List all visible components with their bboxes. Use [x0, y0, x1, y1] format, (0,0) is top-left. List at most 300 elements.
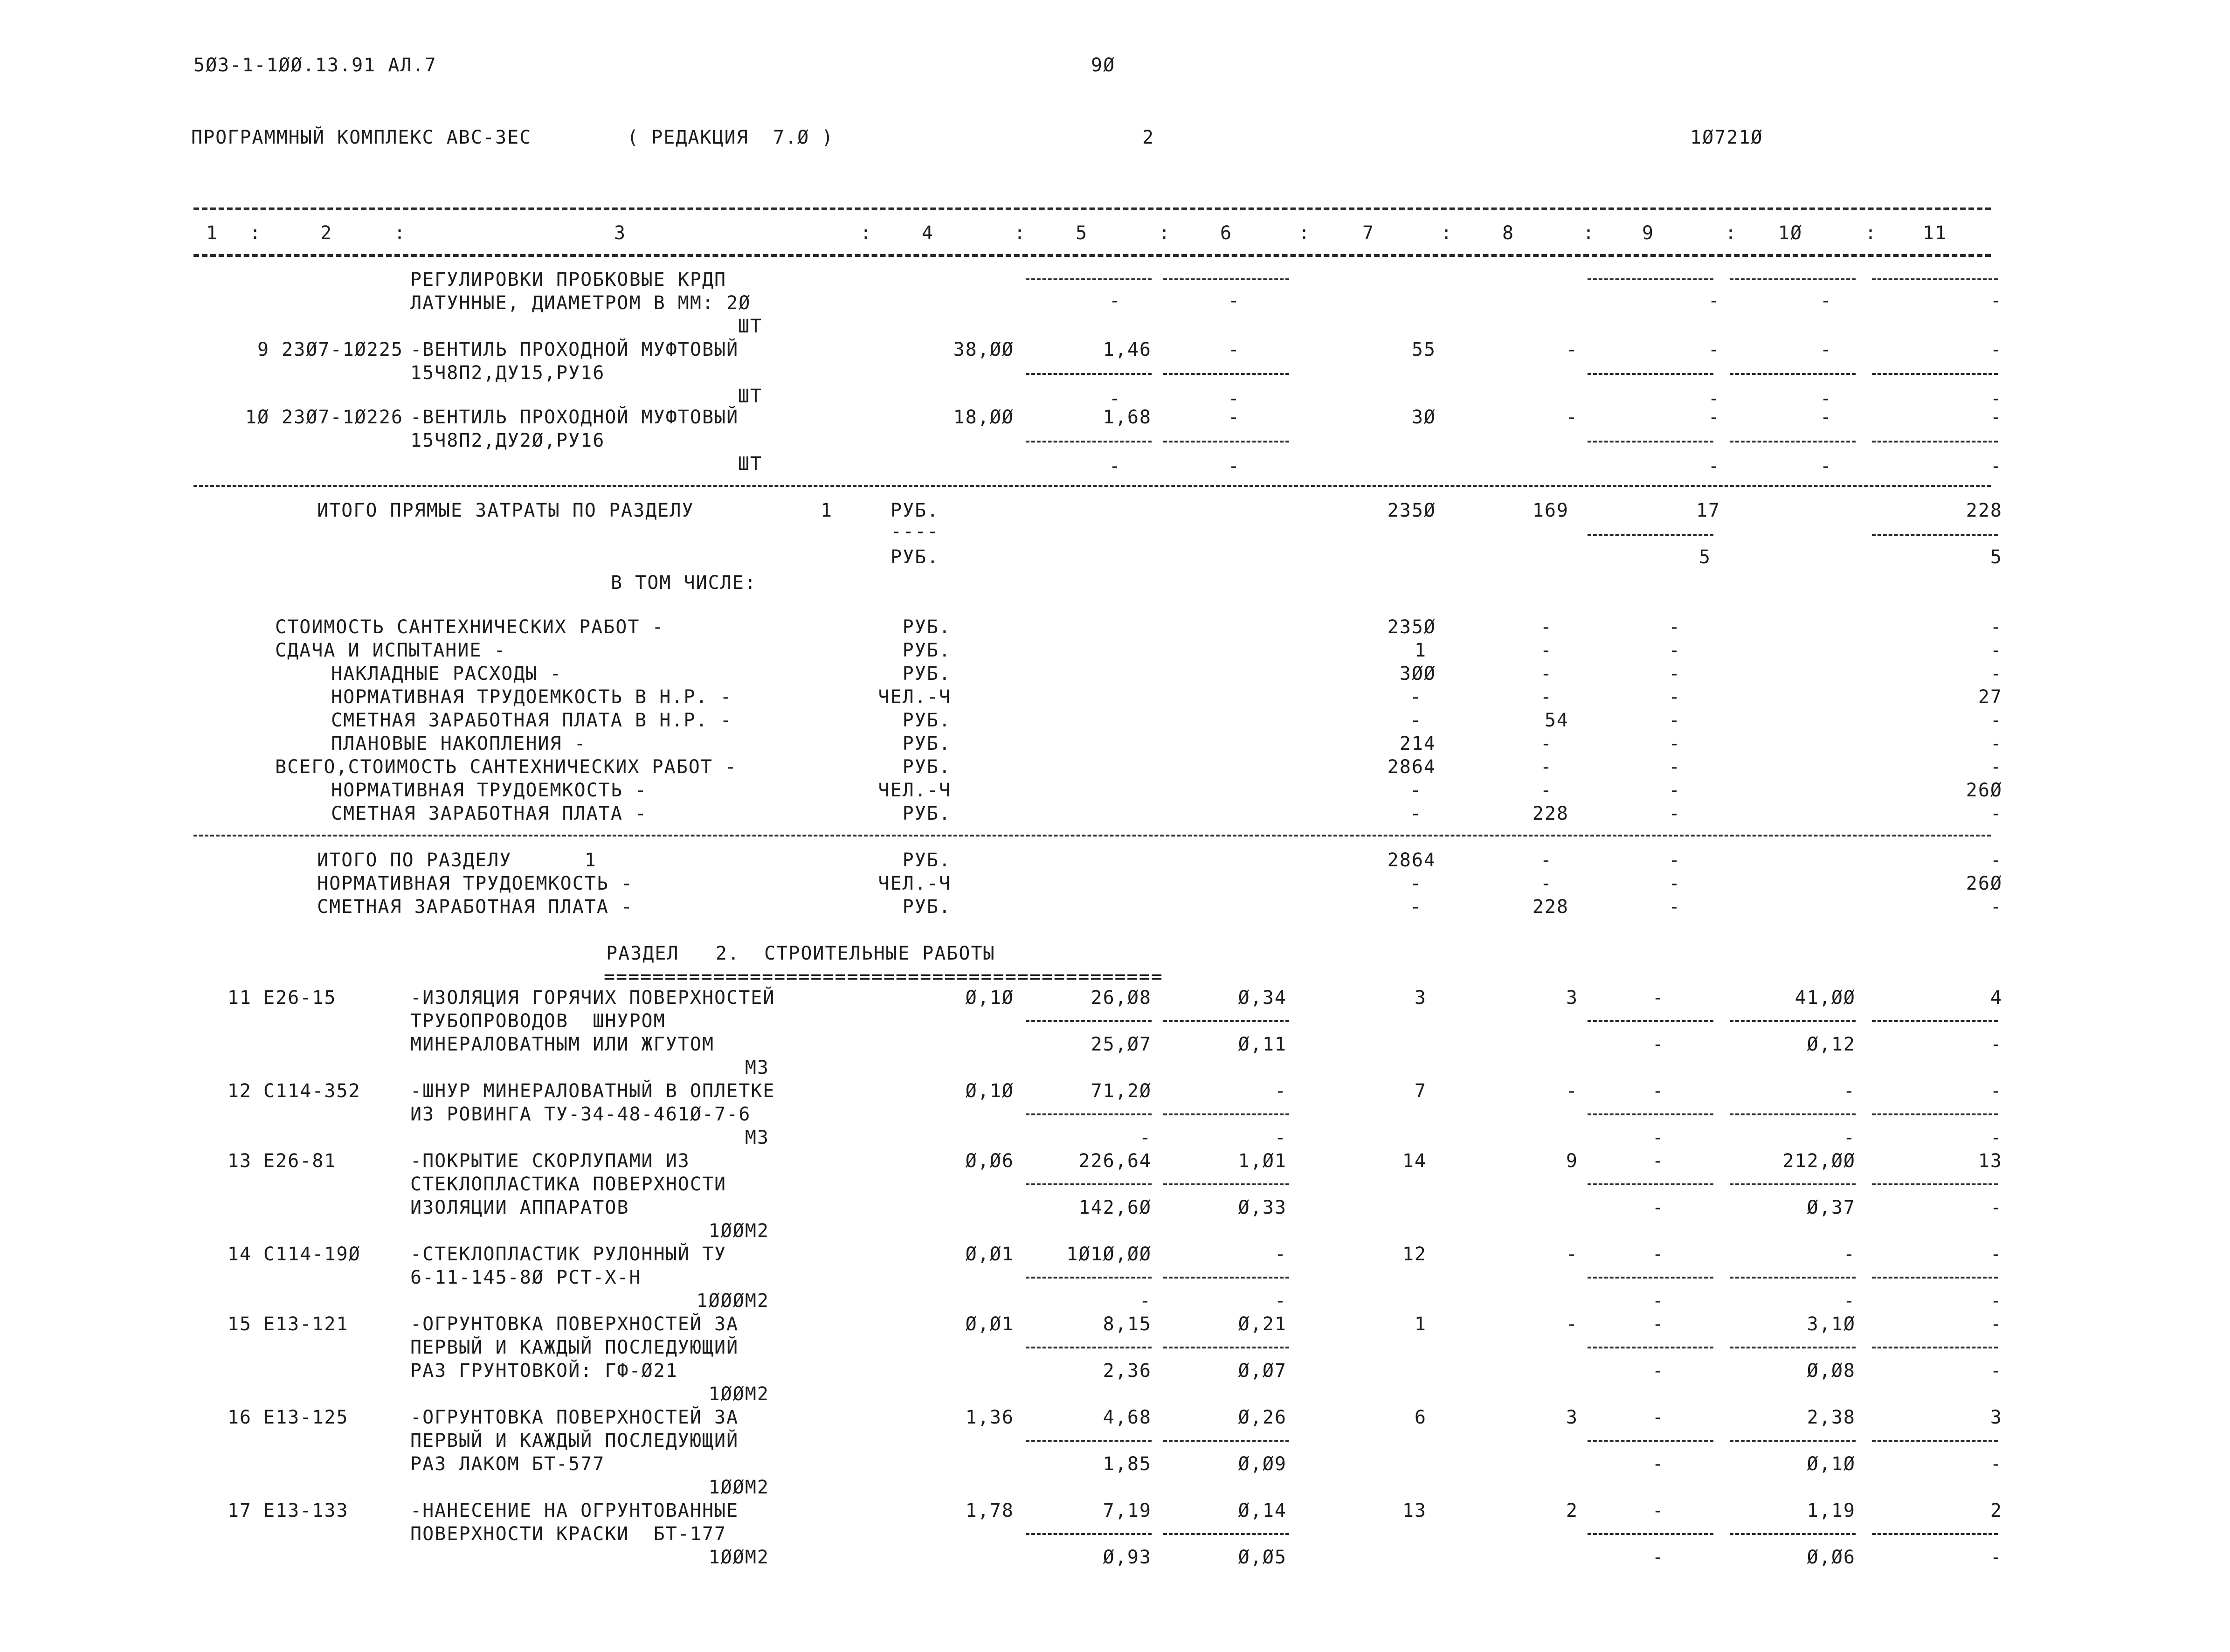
breakdown-unit: ЧЕЛ.-Ч: [878, 686, 951, 708]
item-c6: Ø,21: [1238, 1313, 1287, 1335]
subtotal-dash-9: [1588, 373, 1713, 375]
column-separator: :: [1441, 222, 1453, 244]
row-c7: 55: [1411, 339, 1436, 360]
subtotal-dash-5: [1026, 1347, 1152, 1348]
row-c11: -: [1990, 407, 2002, 428]
totals-unit: РУБ.: [891, 500, 939, 521]
subtotal-dash-6: [1163, 1533, 1289, 1535]
subtotal-dash-11: [1872, 1440, 1998, 1442]
column-header-9: 9: [1642, 222, 1655, 244]
item-c10: 1,19: [1807, 1500, 1856, 1521]
item-name: -СТЕКЛОПЛАСТИК РУЛОННЫЙ ТУ: [410, 1244, 727, 1265]
item-sub-10: Ø,Ø6: [1807, 1547, 1856, 1568]
section-total-unit: ЧЕЛ.-Ч: [878, 873, 951, 894]
item-sub-11: -: [1990, 1547, 2002, 1568]
row-c8: -: [1566, 407, 1578, 428]
subtotal-dash-5: [1026, 278, 1152, 280]
column-separator: :: [1298, 222, 1311, 244]
breakdown-label: НАКЛАДНЫЕ РАСХОДЫ -: [331, 663, 562, 684]
totals-c11b: 5: [1990, 546, 2002, 568]
item-sub-6: -: [1274, 1290, 1287, 1312]
subtotal-dash-11: [1872, 1113, 1998, 1115]
subtotal-dash-5: [1026, 1020, 1152, 1022]
breakdown-c8: -: [1540, 733, 1553, 754]
section-2-title: РАЗДЕЛ 2. СТРОИТЕЛЬНЫЕ РАБОТЫ: [606, 943, 995, 964]
item-unit: М3: [745, 1127, 769, 1148]
item-c11: 2: [1990, 1500, 2002, 1521]
item-c6: -: [1274, 1080, 1287, 1102]
column-header-11: 11: [1922, 222, 1947, 244]
breakdown-c8: -: [1540, 663, 1553, 684]
item-c9: -: [1652, 1313, 1664, 1335]
item-number: 12: [227, 1080, 252, 1102]
column-header-1: 1: [206, 222, 219, 244]
subtotal-dash-6: [1163, 1277, 1289, 1279]
breakdown-c8: -: [1540, 640, 1553, 661]
breakdown-unit: РУБ.: [902, 710, 951, 731]
breakdown-c8: 54: [1544, 710, 1569, 731]
row-c9: -: [1708, 407, 1720, 428]
breakdown-c11: -: [1990, 756, 2002, 778]
item-c9: -: [1652, 1150, 1664, 1172]
subtotal-dash-9: [1588, 1277, 1713, 1279]
breakdown-c9: -: [1668, 780, 1681, 801]
column-header-1Ø: 1Ø: [1778, 222, 1803, 244]
row-sub-s10: -: [1820, 456, 1832, 477]
subtotal-dash-10: [1730, 441, 1856, 442]
breakdown-unit: РУБ.: [902, 733, 951, 754]
item-c10: 3,1Ø: [1807, 1313, 1856, 1335]
item-sub-10: -: [1843, 1127, 1856, 1148]
item-sub-5: -: [1139, 1290, 1152, 1312]
subtotal-dash-10: [1730, 1277, 1856, 1279]
row-c5: 1,46: [1103, 339, 1152, 360]
row-sub-s11: -: [1990, 388, 2002, 409]
item-c9: -: [1652, 1500, 1664, 1521]
totals-c9b: 5: [1698, 546, 1711, 568]
breakdown-unit: РУБ.: [902, 616, 951, 638]
row-unit: ШТ: [738, 453, 762, 475]
subtotal-dash-5: [1026, 441, 1152, 442]
item-c5: 1Ø1Ø,ØØ: [1066, 1244, 1152, 1265]
subtotal-dash-9: [1588, 278, 1713, 280]
item-number: 15: [227, 1313, 252, 1335]
row-c6: -: [1228, 407, 1240, 428]
section-total-c11: -: [1990, 850, 2002, 871]
item-c5: 226,64: [1078, 1150, 1152, 1172]
item-name: СТЕКЛОПЛАСТИКА ПОВЕРХНОСТИ: [410, 1174, 727, 1195]
breakdown-unit: РУБ.: [902, 640, 951, 661]
item-name: ПОВЕРХНОСТИ КРАСКИ БТ-177: [410, 1523, 727, 1545]
breakdown-label: ПЛАНОВЫЕ НАКОПЛЕНИЯ -: [331, 733, 587, 754]
item-c4: Ø,Ø1: [965, 1313, 1014, 1335]
subtotal-dash-5: [1026, 1277, 1152, 1279]
breakdown-c11: -: [1990, 640, 2002, 661]
item-c9: -: [1652, 1407, 1664, 1428]
breakdown-c7: -: [1409, 686, 1422, 708]
row-sub-s11: -: [1990, 456, 2002, 477]
item-sub-11: -: [1990, 1453, 2002, 1475]
breakdown-c8: -: [1540, 780, 1553, 801]
breakdown-unit: РУБ.: [902, 756, 951, 778]
item-sub-9: -: [1652, 1127, 1664, 1148]
item-sub-6: Ø,Ø9: [1238, 1453, 1287, 1475]
item-c11: -: [1990, 1080, 2002, 1102]
item-c7: 14: [1402, 1150, 1427, 1172]
item-c11: 3: [1990, 1407, 2002, 1428]
item-c6: Ø,34: [1238, 987, 1287, 1009]
item-code: Е13-125: [263, 1407, 349, 1428]
row-c4: 18,ØØ: [953, 407, 1014, 428]
subtotal-dash-6: [1163, 1347, 1289, 1348]
item-number: 16: [227, 1407, 252, 1428]
rule-top: [193, 207, 1991, 210]
section-total-c7: 2864: [1387, 850, 1436, 871]
edition: ( РЕДАКЦИЯ 7.Ø ): [627, 127, 834, 148]
section-total-label: СМЕТНАЯ ЗАРАБОТНАЯ ПЛАТА -: [317, 896, 634, 918]
breakdown-c9: -: [1668, 756, 1681, 778]
item-sub-6: Ø,33: [1238, 1197, 1287, 1218]
breakdown-c9: -: [1668, 710, 1681, 731]
breakdown-c7: 235Ø: [1387, 616, 1436, 638]
breakdown-c11: -: [1990, 733, 2002, 754]
item-c5: 8,15: [1103, 1313, 1152, 1335]
item-c8: -: [1566, 1313, 1578, 1335]
item-name: -ОГРУНТОВКА ПОВЕРХНОСТЕЙ ЗА: [410, 1313, 739, 1335]
breakdown-c9: -: [1668, 733, 1681, 754]
item-c8: 3: [1566, 987, 1578, 1009]
totals-dash-9: [1588, 534, 1713, 536]
item-code: Е13-133: [263, 1500, 349, 1521]
section-total-unit: РУБ.: [902, 850, 951, 871]
item-sub-5: 1,85: [1103, 1453, 1152, 1475]
column-header-7: 7: [1362, 222, 1375, 244]
subtotal-dash-6: [1163, 373, 1289, 375]
item-c10: -: [1843, 1080, 1856, 1102]
subtotal-dash-10: [1730, 1183, 1856, 1185]
totals-title: ИТОГО ПРЯМЫЕ ЗАТРАТЫ ПО РАЗДЕЛУ: [317, 500, 694, 521]
rule-before-section-total: [193, 835, 1991, 836]
item-name: ИЗОЛЯЦИИ АППАРАТОВ: [410, 1197, 629, 1218]
row-name: РЕГУЛИРОВКИ ПРОБКОВЫЕ КРДП: [410, 269, 727, 290]
totals-c7: 235Ø: [1387, 500, 1436, 521]
breakdown-label: СМЕТНАЯ ЗАРАБОТНАЯ ПЛАТА В Н.Р. -: [331, 710, 732, 731]
row-sub-9: -: [1708, 290, 1720, 311]
subtotal-dash-9: [1588, 1533, 1713, 1535]
subtotal-dash-9: [1588, 1440, 1713, 1442]
row-sub-5: -: [1109, 290, 1121, 311]
including-label: В ТОМ ЧИСЛЕ:: [611, 572, 757, 594]
item-name: РАЗ ГРУНТОВКОЙ: ГФ-Ø21: [410, 1360, 678, 1382]
subtotal-dash-6: [1163, 441, 1289, 442]
column-separator: :: [1159, 222, 1171, 244]
breakdown-c11: -: [1990, 803, 2002, 824]
item-c5: 4,68: [1103, 1407, 1152, 1428]
row-sub-s10: -: [1820, 388, 1832, 409]
breakdown-label: СМЕТНАЯ ЗАРАБОТНАЯ ПЛАТА -: [331, 803, 648, 824]
section-total-c8: -: [1540, 873, 1553, 894]
breakdown-c9: -: [1668, 803, 1681, 824]
item-sub-6: -: [1274, 1127, 1287, 1148]
row-name: -ВЕНТИЛЬ ПРОХОДНОЙ МУФТОВЫЙ: [410, 407, 739, 428]
column-header-4: 4: [921, 222, 934, 244]
breakdown-c11: 26Ø: [1966, 780, 2002, 801]
item-c4: Ø,Ø1: [965, 1244, 1014, 1265]
breakdown-c11: 27: [1978, 686, 2002, 708]
section-total-c11: -: [1990, 896, 2002, 918]
row-c8: -: [1566, 339, 1578, 360]
item-c7: 3: [1414, 987, 1427, 1009]
item-code: С114-19Ø: [263, 1244, 361, 1265]
row-name: ЛАТУННЫЕ, ДИАМЕТРОМ В ММ: 2Ø: [410, 292, 751, 314]
row-sub-10: -: [1820, 290, 1832, 311]
breakdown-c9: -: [1668, 686, 1681, 708]
breakdown-c9: -: [1668, 640, 1681, 661]
column-header-5: 5: [1075, 222, 1088, 244]
item-c11: 13: [1978, 1150, 2002, 1172]
column-header-2: 2: [320, 222, 333, 244]
breakdown-c8: 228: [1532, 803, 1569, 824]
item-sub-9: -: [1652, 1547, 1664, 1568]
breakdown-unit: ЧЕЛ.-Ч: [878, 780, 951, 801]
column-header-8: 8: [1502, 222, 1515, 244]
column-separator: :: [1014, 222, 1027, 244]
subtotal-dash-9: [1588, 441, 1713, 442]
totals-c8: 169: [1532, 500, 1569, 521]
item-unit: 1ØØМ2: [708, 1547, 769, 1568]
breakdown-unit: РУБ.: [902, 663, 951, 684]
row-sub-s5: -: [1109, 388, 1121, 409]
item-name: ТРУБОПРОВОДОВ ШНУРОМ: [410, 1010, 666, 1032]
section-2-underline: ==============================================: [604, 966, 1163, 988]
row-name: 15Ч8П2,ДУ15,РУ16: [410, 362, 605, 384]
item-c10: -: [1843, 1244, 1856, 1265]
item-sub-11: -: [1990, 1127, 2002, 1148]
item-c10: 2,38: [1807, 1407, 1856, 1428]
item-sub-9: -: [1652, 1034, 1664, 1055]
breakdown-c7: 3ØØ: [1399, 663, 1436, 684]
item-c9: -: [1652, 1244, 1664, 1265]
totals-section-no: 1: [821, 500, 833, 521]
subtotal-dash-11: [1872, 1183, 1998, 1185]
breakdown-c8: -: [1540, 686, 1553, 708]
subtotal-dash-6: [1163, 1440, 1289, 1442]
subtotal-dash-10: [1730, 1020, 1856, 1022]
subtotal-dash-5: [1026, 1533, 1152, 1535]
section-total-c7: -: [1409, 896, 1422, 918]
item-number: 13: [227, 1150, 252, 1172]
row-unit: ШТ: [738, 386, 762, 407]
subtotal-dash-11: [1872, 1277, 1998, 1279]
item-c11: 4: [1990, 987, 2002, 1009]
breakdown-c8: -: [1540, 616, 1553, 638]
doc-code: 5Ø3-1-1ØØ.13.91 АЛ.7: [193, 55, 437, 76]
item-sub-10: Ø,1Ø: [1807, 1453, 1856, 1475]
subtotal-dash-11: [1872, 441, 1998, 442]
subtotal-dash-11: [1872, 373, 1998, 375]
subtotal-dash-9: [1588, 1113, 1713, 1115]
section-total-c11: 26Ø: [1966, 873, 2002, 894]
item-sub-6: Ø,Ø7: [1238, 1360, 1287, 1382]
rule-under-header: [193, 254, 1991, 257]
item-c8: 3: [1566, 1407, 1578, 1428]
column-separator: :: [394, 222, 407, 244]
item-name: МИНЕРАЛОВАТНЫМ ИЛИ ЖГУТОМ: [410, 1034, 715, 1055]
item-c10: 212,ØØ: [1782, 1150, 1856, 1172]
item-name: РАЗ ЛАКОМ БТ-577: [410, 1453, 605, 1475]
subtotal-dash-11: [1872, 1347, 1998, 1348]
item-sub-11: -: [1990, 1034, 2002, 1055]
item-sub-5: 2,36: [1103, 1360, 1152, 1382]
section-total-c9: -: [1668, 873, 1681, 894]
breakdown-c7: -: [1409, 710, 1422, 731]
item-sub-11: -: [1990, 1360, 2002, 1382]
item-c7: 7: [1414, 1080, 1427, 1102]
sheet-number: 2: [1142, 127, 1155, 148]
row-c10: -: [1820, 339, 1832, 360]
item-name: ПЕРВЫЙ И КАЖДЫЙ ПОСЛЕДУЮЩИЙ: [410, 1430, 739, 1452]
subtotal-dash-6: [1163, 278, 1289, 280]
item-sub-5: Ø,93: [1103, 1547, 1152, 1568]
section-total-c7: -: [1409, 873, 1422, 894]
section-total-c9: -: [1668, 850, 1681, 871]
item-c7: 13: [1402, 1500, 1427, 1521]
column-separator: :: [1583, 222, 1595, 244]
row-sub-6: -: [1228, 290, 1240, 311]
breakdown-c7: 214: [1399, 733, 1436, 754]
subtotal-dash-10: [1730, 1347, 1856, 1348]
subtotal-dash-9: [1588, 1020, 1713, 1022]
item-sub-11: -: [1990, 1197, 2002, 1218]
breakdown-c9: -: [1668, 616, 1681, 638]
item-c8: -: [1566, 1244, 1578, 1265]
subtotal-dash-5: [1026, 1113, 1152, 1115]
item-c5: 71,2Ø: [1091, 1080, 1152, 1102]
subtotal-dash-10: [1730, 1440, 1856, 1442]
subtotal-dash-5: [1026, 1440, 1152, 1442]
item-number: 17: [227, 1500, 252, 1521]
item-sub-9: -: [1652, 1290, 1664, 1312]
item-unit: М3: [745, 1057, 769, 1078]
item-c7: 1: [1414, 1313, 1427, 1335]
item-sub-11: -: [1990, 1290, 2002, 1312]
breakdown-c11: -: [1990, 616, 2002, 638]
item-sub-9: -: [1652, 1197, 1664, 1218]
row-c4: 38,ØØ: [953, 339, 1014, 360]
row-c6: -: [1228, 339, 1240, 360]
breakdown-c7: 1: [1414, 640, 1427, 661]
subtotal-dash-10: [1730, 1533, 1856, 1535]
item-sub-5: 25,Ø7: [1091, 1034, 1152, 1055]
item-c10: 41,ØØ: [1795, 987, 1856, 1009]
item-code: С114-352: [263, 1080, 361, 1102]
breakdown-c7: 2864: [1387, 756, 1436, 778]
totals-c9: 17: [1696, 500, 1720, 521]
item-c7: 12: [1402, 1244, 1427, 1265]
row-sub-s6: -: [1228, 456, 1240, 477]
section-total-c8: -: [1540, 850, 1553, 871]
breakdown-c7: -: [1409, 803, 1422, 824]
item-name: -НАНЕСЕНИЕ НА ОГРУНТОВАННЫЕ: [410, 1500, 739, 1521]
totals-unit2: РУБ.: [891, 546, 939, 568]
item-name: -ШНУР МИНЕРАЛОВАТНЫЙ В ОПЛЕТКЕ: [410, 1080, 775, 1102]
item-c8: -: [1566, 1080, 1578, 1102]
breakdown-c11: -: [1990, 663, 2002, 684]
breakdown-c8: -: [1540, 756, 1553, 778]
item-code: Е13-121: [263, 1313, 349, 1335]
subtotal-dash-6: [1163, 1113, 1289, 1115]
item-sub-10: -: [1843, 1290, 1856, 1312]
row-name: 15Ч8П2,ДУ2Ø,РУ16: [410, 430, 605, 451]
row-sub-s9: -: [1708, 388, 1720, 409]
column-separator: :: [860, 222, 873, 244]
item-sub-9: -: [1652, 1453, 1664, 1475]
row-sub-11: -: [1990, 290, 2002, 311]
item-unit: 1ØØØМ2: [696, 1290, 769, 1312]
item-c8: 9: [1566, 1150, 1578, 1172]
column-header-3: 3: [614, 222, 627, 244]
item-sub-5: 142,6Ø: [1078, 1197, 1152, 1218]
row-sub-s6: -: [1228, 388, 1240, 409]
item-c6: Ø,26: [1238, 1407, 1287, 1428]
item-unit: 1ØØМ2: [708, 1220, 769, 1242]
item-c4: Ø,Ø6: [965, 1150, 1014, 1172]
row-code: 9 23Ø7-1Ø225: [257, 339, 403, 360]
item-sub-6: Ø,Ø5: [1238, 1547, 1287, 1568]
doc-id: 1Ø721Ø: [1690, 127, 1763, 148]
item-c7: 6: [1414, 1407, 1427, 1428]
item-c6: Ø,14: [1238, 1500, 1287, 1521]
section-total-label: ИТОГО ПО РАЗДЕЛУ 1: [317, 850, 597, 871]
item-code: Е26-81: [263, 1150, 337, 1172]
item-name: ИЗ РОВИНГА ТУ-34-48-461Ø-7-6: [410, 1104, 751, 1125]
item-c6: -: [1274, 1244, 1287, 1265]
totals-dash-11: [1872, 534, 1998, 536]
item-number: 11: [227, 987, 252, 1009]
item-c4: Ø,1Ø: [965, 1080, 1014, 1102]
column-header-6: 6: [1220, 222, 1233, 244]
subtotal-dash-5: [1026, 1183, 1152, 1185]
totals-c11: 228: [1966, 500, 2002, 521]
row-code: 1Ø 23Ø7-1Ø226: [245, 407, 403, 428]
item-sub-10: Ø,12: [1807, 1034, 1856, 1055]
item-name: -ОГРУНТОВКА ПОВЕРХНОСТЕЙ ЗА: [410, 1407, 739, 1428]
subtotal-dash-9: [1588, 1183, 1713, 1185]
row-c11: -: [1990, 339, 2002, 360]
row-sub-s5: -: [1109, 456, 1121, 477]
item-c6: 1,Ø1: [1238, 1150, 1287, 1172]
item-c11: -: [1990, 1244, 2002, 1265]
item-sub-10: Ø,Ø8: [1807, 1360, 1856, 1382]
breakdown-c9: -: [1668, 663, 1681, 684]
totals-dashes: ----: [891, 521, 939, 542]
row-sub-s9: -: [1708, 456, 1720, 477]
item-c4: Ø,1Ø: [965, 987, 1014, 1009]
program-name: ПРОГРАММНЫЙ КОМПЛЕКС АВС-3ЕС: [191, 127, 532, 148]
item-sub-10: Ø,37: [1807, 1197, 1856, 1218]
item-c9: -: [1652, 987, 1664, 1009]
item-sub-9: -: [1652, 1360, 1664, 1382]
item-c4: 1,36: [965, 1407, 1014, 1428]
column-separator: :: [1725, 222, 1738, 244]
item-c5: 26,Ø8: [1091, 987, 1152, 1009]
item-c8: 2: [1566, 1500, 1578, 1521]
item-code: Е26-15: [263, 987, 337, 1009]
breakdown-label: СДАЧА И ИСПЫТАНИЕ -: [275, 640, 506, 661]
item-c4: 1,78: [965, 1500, 1014, 1521]
breakdown-label: НОРМАТИВНАЯ ТРУДОЕМКОСТЬ -: [331, 780, 648, 801]
subtotal-dash-10: [1730, 373, 1856, 375]
